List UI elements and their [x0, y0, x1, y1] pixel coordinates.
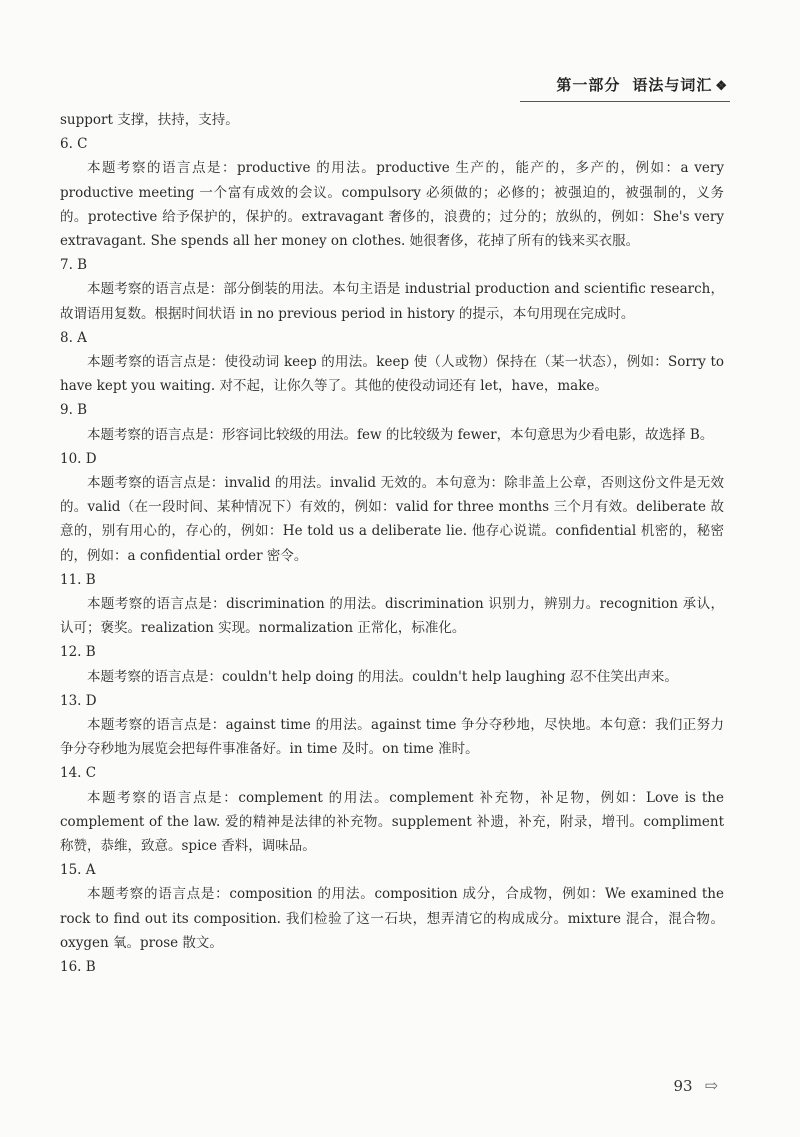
question-11: [60, 568, 724, 641]
question-8: [60, 326, 724, 399]
question-number: 15. A: [60, 862, 96, 879]
question-14: [60, 761, 724, 858]
page-number: 93: [673, 1077, 693, 1095]
question-explanation: 本题考察的语言点是：composition 的用法。composition 成分，合成物，例如：We examined the rock to find out its composition. 我们检验了这一石块，想弄清它的构成成分。mixture 混合，混合物。oxygen 氧。prose 散文。: [60, 886, 724, 951]
header-section: 语法与词汇: [632, 76, 713, 94]
question-12: [60, 640, 724, 688]
question-10: [60, 447, 724, 568]
question-7: [60, 253, 724, 326]
page-footer: [674, 1076, 719, 1095]
question-number: 11. B: [60, 571, 96, 588]
question-explanation: 本题考察的语言点是：部分倒装的用法。本句主语是 industrial production and scientific research，故谓语用复数。根据时间状语 in no previous period in history 的提示，本句用现在完成时。: [60, 281, 724, 322]
intro-line: support 支撑，扶持，支持。: [60, 112, 239, 128]
question-explanation: 本题考察的语言点是：形容词比较级的用法。few 的比较级为 fewer，本句意思为少看电影，故选择 B。: [87, 426, 714, 443]
question-number: 8. A: [60, 329, 87, 346]
question-explanation: 本题考察的语言点是：使役动词 keep 的用法。keep 使（人或物）保持在（某一状态），例如：Sorry to have kept you waiting. 对不起，让你久等了。其他的使役动词还有 let，have，make。: [60, 353, 724, 395]
question-9: [60, 398, 724, 446]
question-number: 10. D: [60, 450, 97, 467]
question-number: 13. D: [60, 692, 97, 709]
running-header: [556, 74, 728, 95]
question-6: [60, 132, 724, 253]
question-number: 14. C: [60, 765, 97, 782]
question-16: [60, 955, 724, 979]
question-number: 16. B: [60, 958, 96, 975]
question-explanation: 本题考察的语言点是：productive 的用法。productive 生产的，能产的，多产的，例如：a very productive meeting 一个富有成效的会议。compulsory 必须做的；必修的；被强迫的，被强制的，义务的。protective 给予保护的，保护的。extravagant 奢侈的，浪费的；过分的；放纵的，例如：She's very extravagant. She spends all her money on clothes. 她很奢侈，花掉了所有的钱来买衣服。: [60, 160, 724, 249]
question-explanation: 本题考察的语言点是：invalid 的用法。invalid 无效的。本句意为：除非盖上公章，否则这份文件是无效的。valid（在一段时间、某种情况下）有效的，例如：valid for three months 三个月有效。deliberate 故意的，别有用心的，存心的，例如：He told us a deliberate lie. 他存心说谎。confidential 机密的，秘密的，例如：a confidential order 密令。: [60, 474, 724, 564]
question-number: 7. B: [60, 257, 88, 274]
question-13: [60, 689, 724, 762]
question-explanation: 本题考察的语言点是：couldn't help doing 的用法。couldn't help laughing 忍不住笑出声来。: [87, 668, 678, 685]
question-number: 9. B: [60, 402, 88, 419]
question-explanation: 本题考察的语言点是：against time 的用法。against time 争分夺秒地，尽快地。本句意：我们正努力争分夺秒地为展览会把每件事准备好。in time 及时。on time 准时。: [60, 716, 724, 758]
header-rule: [520, 101, 730, 102]
question-number: 6. C: [60, 136, 88, 153]
question-number: 12. B: [60, 644, 96, 661]
answer-explanations: [60, 108, 724, 979]
question-explanation: 本题考察的语言点是：discrimination 的用法。discrimination 识别力，辨别力。recognition 承认，认可；褒奖。realization 实现。normalization 正常化，标准化。: [60, 595, 724, 637]
next-arrow-icon: ⇨: [704, 1076, 718, 1095]
diamond-icon: ❖: [715, 79, 728, 94]
question-15: [60, 858, 724, 955]
header-part: 第一部分: [556, 76, 621, 94]
question-explanation: 本题考察的语言点是：complement 的用法。complement 补充物，补足物，例如：Love is the complement of the law. 爱的精神是法律的补充物。supplement 补遗，补充，附录，增刊。compliment 称赞，恭维，致意。spice 香料，调味品。: [60, 789, 724, 854]
